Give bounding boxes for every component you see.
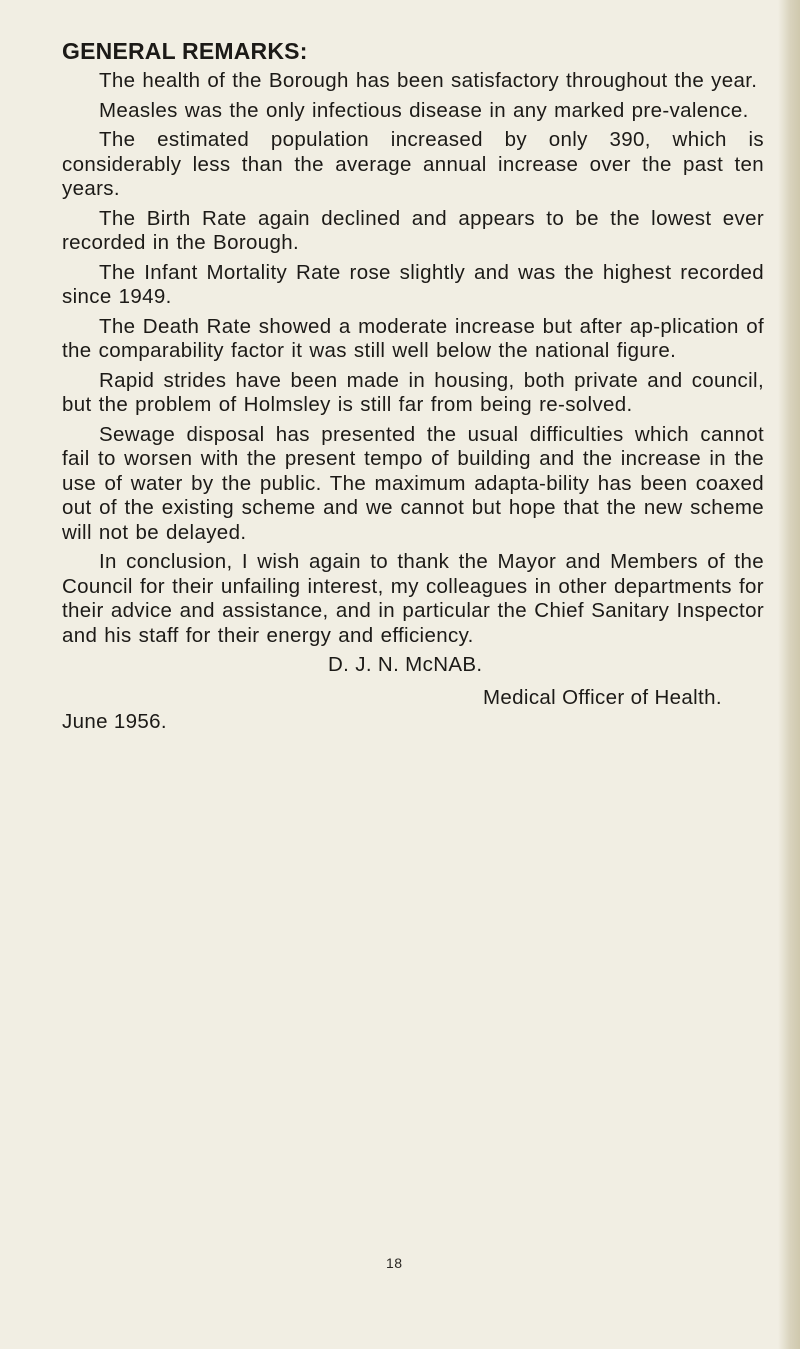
paragraph-housing: Rapid strides have been made in housing, both private and council, but the problem of Holmsley is still far from being re-solved. (62, 368, 764, 416)
paragraph-conclusion: In conclusion, I wish again to thank the Mayor and Members of the Council for their unfailing interest, my colleagues in other departments for their advice and assistance, and in particular the Chief Sanitary Inspector and his staff for their energy and efficiency. (62, 550, 764, 647)
page-edge-shadow (778, 0, 800, 1349)
signature-block (62, 653, 764, 743)
paragraph-health: The health of the Borough has been satisfactory throughout the year. (99, 69, 758, 92)
paragraph-death-rate: The Death Rate showed a moderate increase but after ap-plication of the comparability factor it was still well below the national figure. (62, 314, 764, 362)
paragraph-infant-mortality: The Infant Mortality Rate rose slightly and was the highest recorded since 1949. (62, 260, 764, 308)
report-date: June 1956. (62, 710, 167, 733)
paragraph-measles: Measles was the only infectious disease in any marked pre-valence. (99, 98, 749, 122)
paragraph-birth-rate: The Birth Rate again declined and appears to be the lowest ever recorded in the Borough. (62, 206, 764, 254)
paragraph-sewage: Sewage disposal has presented the usual difficulties which cannot fail to worsen with the present tempo of building and the increase in the use of water by the public. The maximum adapta-bility has been coaxed out of the existing scheme and we cannot but hope that the new scheme will not be delayed. (62, 422, 764, 544)
section-heading: GENERAL REMARKS: (62, 38, 308, 64)
paragraph-population: The estimated population increased by only 390, which is considerably less than the average annual increase over the past ten years. (62, 128, 764, 200)
page-number: 18 (386, 1255, 403, 1271)
page-content (62, 38, 764, 743)
signatory-title: Medical Officer of Health. (483, 686, 722, 709)
signatory-name: D. J. N. McNAB. (328, 653, 483, 676)
